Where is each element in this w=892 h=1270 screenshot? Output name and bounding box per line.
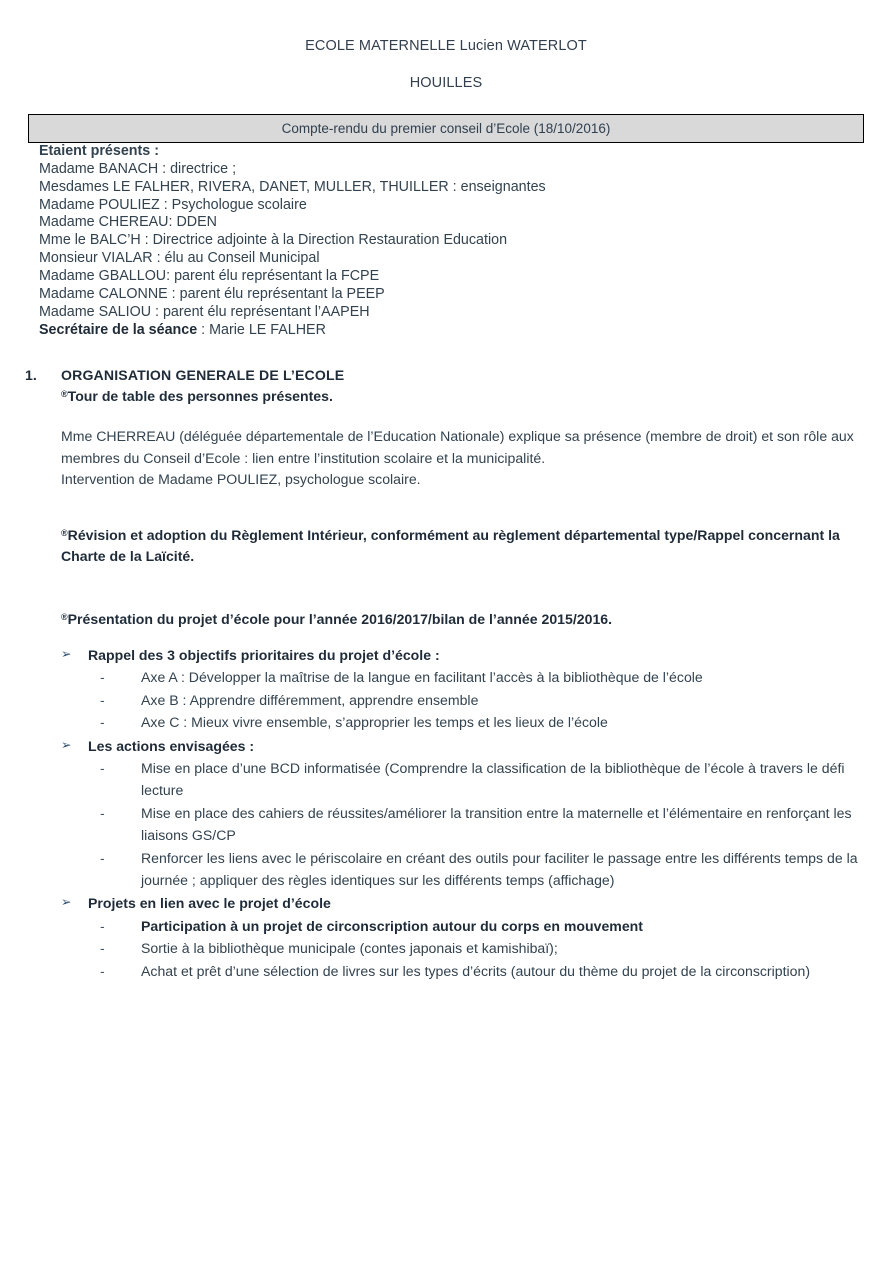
section-1-subheading bbox=[61, 388, 892, 404]
section-1-subheading-label: Tour de table des personnes présentes. bbox=[67, 388, 333, 405]
arrow-bullet-icon: ➢ bbox=[61, 738, 72, 753]
secretary-line bbox=[39, 322, 863, 340]
dash-bullet-icon: - bbox=[100, 691, 105, 708]
dash-bullet-icon: - bbox=[100, 917, 105, 934]
dash-bullet-icon: - bbox=[100, 963, 105, 980]
dash-list-item-label: Axe C : Mieux vivre ensemble, s’approprier les temps et les lieux de l’école bbox=[141, 714, 608, 731]
arrow-list-item bbox=[0, 736, 892, 757]
section-1-paragraphs bbox=[0, 426, 892, 490]
dash-list-item-label: Axe A : Développer la maîtrise de la langue en facilitant l’accès à la bibliothèque de l’école bbox=[141, 668, 703, 685]
dash-list-item bbox=[0, 938, 892, 960]
dash-list-item-label: Sortie à la bibliothèque municipale (contes japonais et kamishibaï); bbox=[141, 940, 558, 957]
secretary-label: Secrétaire de la séance bbox=[39, 321, 198, 338]
dash-list-item bbox=[0, 690, 892, 712]
dash-list-item bbox=[0, 803, 892, 847]
dash-list-item bbox=[0, 916, 892, 938]
dash-list-item bbox=[0, 758, 892, 802]
attendee-line: Madame CHEREAU: DDEN bbox=[39, 214, 217, 231]
arrow-list-item-label: Projets en lien avec le projet d’école bbox=[88, 895, 331, 912]
dash-bullet-icon: - bbox=[100, 760, 105, 777]
attendee-line: Madame POULIEZ : Psychologue scolaire bbox=[39, 196, 307, 213]
arrow-bullet-icon: ➢ bbox=[61, 646, 72, 661]
dash-list-item bbox=[0, 667, 892, 689]
dash-list-item-label: Mise en place d’une BCD informatisée (Comprendre la classification de la bibliothèque de l’école à travers le défi lecture bbox=[141, 760, 845, 799]
circle-bullet-icon: ® bbox=[61, 389, 68, 400]
attendee-line: Madame GBALLOU: parent élu représentant la FCPE bbox=[39, 268, 380, 285]
arrow-list-item bbox=[0, 893, 892, 914]
secretary-name: Marie LE FALHER bbox=[209, 321, 326, 338]
dash-list-item-label: Participation à un projet de circonscription autour du corps en mouvement bbox=[141, 917, 643, 934]
regulation-paragraph-text: Révision et adoption du Règlement Intérieur, conformément au règlement départemental type/Rappel concernant la Charte de la Laïcité. bbox=[61, 526, 840, 564]
circle-bullet-icon: ® bbox=[61, 527, 68, 538]
dash-bullet-icon: - bbox=[100, 805, 105, 822]
dash-bullet-icon: - bbox=[100, 668, 105, 685]
dash-bullet-icon: - bbox=[100, 849, 105, 866]
project-presentation-text: Présentation du projet d’école pour l’année 2016/2017/bilan de l’année 2015/2016. bbox=[67, 611, 613, 628]
attendee-line: Madame BANACH : directrice ; bbox=[39, 160, 237, 177]
dash-list-item-label: Renforcer les liens avec le périscolaire en créant des outils pour faciliter le passage entre les différents temps de la journée ; appliquer des règles identiques sur les différents temps (affichage) bbox=[141, 849, 858, 888]
section-1-body bbox=[61, 367, 892, 404]
dash-list-item bbox=[0, 848, 892, 892]
arrow-bullet-icon: ➢ bbox=[61, 895, 72, 910]
dash-list-item-label: Mise en place des cahiers de réussites/améliorer la transition entre la maternelle et l’élémentaire en renforçant les liaisons GS/CP bbox=[141, 805, 852, 843]
attendee-line: Mesdames LE FALHER, RIVERA, DANET, MULLER, THUILLER : enseignantes bbox=[39, 178, 546, 195]
dash-bullet-icon: - bbox=[100, 940, 105, 957]
dash-list-item bbox=[0, 712, 892, 734]
attendee-line: Monsieur VIALAR : élu au Conseil Municipal bbox=[39, 250, 320, 267]
arrow-list-item bbox=[0, 645, 892, 666]
section-1-title: ORGANISATION GENERALE DE L’ECOLE bbox=[61, 367, 345, 384]
project-presentation-block bbox=[0, 609, 892, 630]
circle-bullet-icon: ® bbox=[61, 612, 68, 623]
arrow-list-item-label: Les actions envisagées : bbox=[88, 738, 255, 755]
arrow-list-item-label: Rappel des 3 objectifs prioritaires du projet d’école : bbox=[88, 646, 440, 663]
dash-list-item-label: Achat et prêt d’une sélection de livres sur les types d’écrits (autour du thème du projet de la circonscription) bbox=[141, 963, 811, 980]
section-1 bbox=[0, 367, 892, 404]
attendee-line: Madame CALONNE : parent élu représentant la PEEP bbox=[39, 285, 385, 302]
city-heading: HOUILLES bbox=[409, 75, 483, 91]
attendee-line: Mme le BALC’H : Directrice adjointe à la Direction Restauration Education bbox=[39, 232, 508, 249]
secretary-separator: : bbox=[197, 321, 210, 338]
dash-bullet-icon: - bbox=[100, 714, 105, 731]
document-body bbox=[0, 143, 892, 339]
attendee-line: Madame SALIOU : parent élu représentant l’AAPEH bbox=[39, 303, 370, 320]
regulation-block bbox=[0, 525, 892, 567]
dash-list-item bbox=[0, 961, 892, 983]
project-presentation-paragraph bbox=[61, 609, 863, 630]
dash-list-item-label: Axe B : Apprendre différemment, apprendre ensemble bbox=[141, 691, 479, 708]
document-title-banner: Compte-rendu du premier conseil d’Ecole (18/10/2016) bbox=[28, 114, 864, 143]
section-1-number: 1. bbox=[25, 367, 37, 384]
paragraph: Mme CHERREAU (déléguée départementale de l’Education Nationale) explique sa présence (membre de droit) et son rôle aux membres du Conseil d’Ecole : lien entre l’institution scolaire et la municipalité. bbox=[61, 428, 854, 466]
school-name-heading: ECOLE MATERNELLE Lucien WATERLOT bbox=[305, 38, 587, 54]
regulation-paragraph bbox=[61, 525, 863, 567]
paragraph: Intervention de Madame POULIEZ, psychologue scolaire. bbox=[61, 471, 421, 488]
attendance-heading: Etaient présents : bbox=[39, 143, 159, 159]
